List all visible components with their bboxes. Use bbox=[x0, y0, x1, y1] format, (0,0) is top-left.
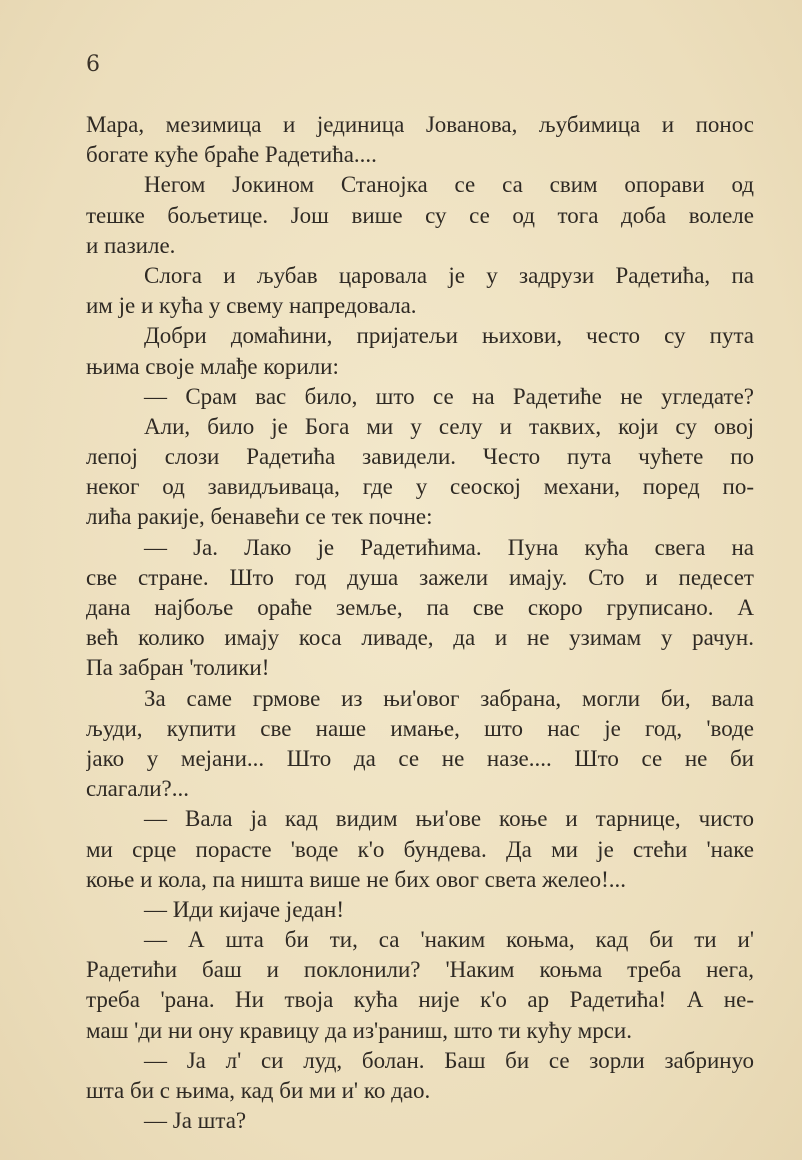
text-line: им је и кућа у свему напредовала. bbox=[86, 293, 417, 319]
text-line: — Ја л' си луд, болан. Баш би се зорли забринуо bbox=[144, 1047, 754, 1073]
text-line: шта би с њима, кад би ми и' ко дао. bbox=[86, 1078, 431, 1103]
text-line: неког од завидљиваца, где у сеоској механи, поред по- bbox=[86, 474, 754, 500]
text-line: Слога и љубав царовала је у задрузи Радетића, па bbox=[144, 262, 754, 288]
text-line: јако у мејани... Што да се не назе.... Што се не би bbox=[86, 745, 754, 771]
text-line: лепој слози Радетића завидели. Често пута чућете по bbox=[86, 444, 754, 470]
text-line: — Срам вас било, што се на Радетиће не угледате? bbox=[144, 383, 754, 409]
text-line: Па забран 'толики! bbox=[86, 655, 270, 681]
text-line: — Ја. Лако је Радетићима. Пуна кућа свега на bbox=[144, 534, 754, 560]
text-line: За саме грмове из њи'овог забрана, могли би, вала bbox=[144, 685, 754, 711]
text-line: Али, било је Бога ми у селу и таквих, који су овој bbox=[144, 413, 754, 439]
text-line: — Вала ја кад видим њи'ове коње и тарнице, чисто bbox=[144, 806, 754, 832]
text-line: треба 'рана. Ни твоја кућа није к'о ар Радетића! А не- bbox=[86, 987, 754, 1013]
text-line: и пазиле. bbox=[86, 232, 176, 258]
body-text bbox=[86, 110, 754, 1136]
text-line: Мара, мезимица и јединица Јованова, љубимица и понос bbox=[86, 112, 754, 137]
text-line: коње и кола, па ништа више не бих овог света желео!... bbox=[86, 866, 627, 892]
page-number: 6 bbox=[86, 52, 100, 77]
text-line: богате куће браће Радетића.... bbox=[86, 142, 377, 168]
text-line: дана најбоље ораће земље, па све скоро груписано. А bbox=[86, 595, 754, 620]
text-line: слагали?... bbox=[86, 776, 189, 802]
text-line: људи, купити све наше имање, што нас је год, 'воде bbox=[86, 715, 754, 741]
text-line: све стране. Што год душа зажели имају. Сто и педесет bbox=[86, 564, 754, 590]
text-line: тешке бољетице. Још више су се од тога доба волеле bbox=[86, 202, 754, 228]
text-line: Негом Јокином Станојка се са свим опорави од bbox=[144, 172, 754, 198]
text-line: Добри домаћини, пријатељи њихови, често су пута bbox=[144, 323, 754, 349]
text-line: маш 'ди ни ону кравицу да из'раниш, што ти кућу мрси. bbox=[86, 1017, 632, 1043]
text-line: већ колико имају коса ливаде, да и не узимам у рачун. bbox=[86, 625, 754, 651]
text-line: — Иди кијаче један! bbox=[144, 896, 344, 922]
text-line: лића ракије, бенавећи се тек почне: bbox=[86, 504, 433, 530]
text-line: њима своје млађе корили: bbox=[86, 353, 339, 379]
text-line: — А шта би ти, са 'наким коњма, кад би ти и' bbox=[144, 927, 754, 953]
text-line: — Ја шта? bbox=[144, 1108, 247, 1134]
text-line: ми срце порасте 'воде к'о бундева. Да ми је стећи 'наке bbox=[86, 836, 754, 862]
text-line: Радетићи баш и поклонили? 'Наким коњма треба нега, bbox=[86, 957, 754, 983]
